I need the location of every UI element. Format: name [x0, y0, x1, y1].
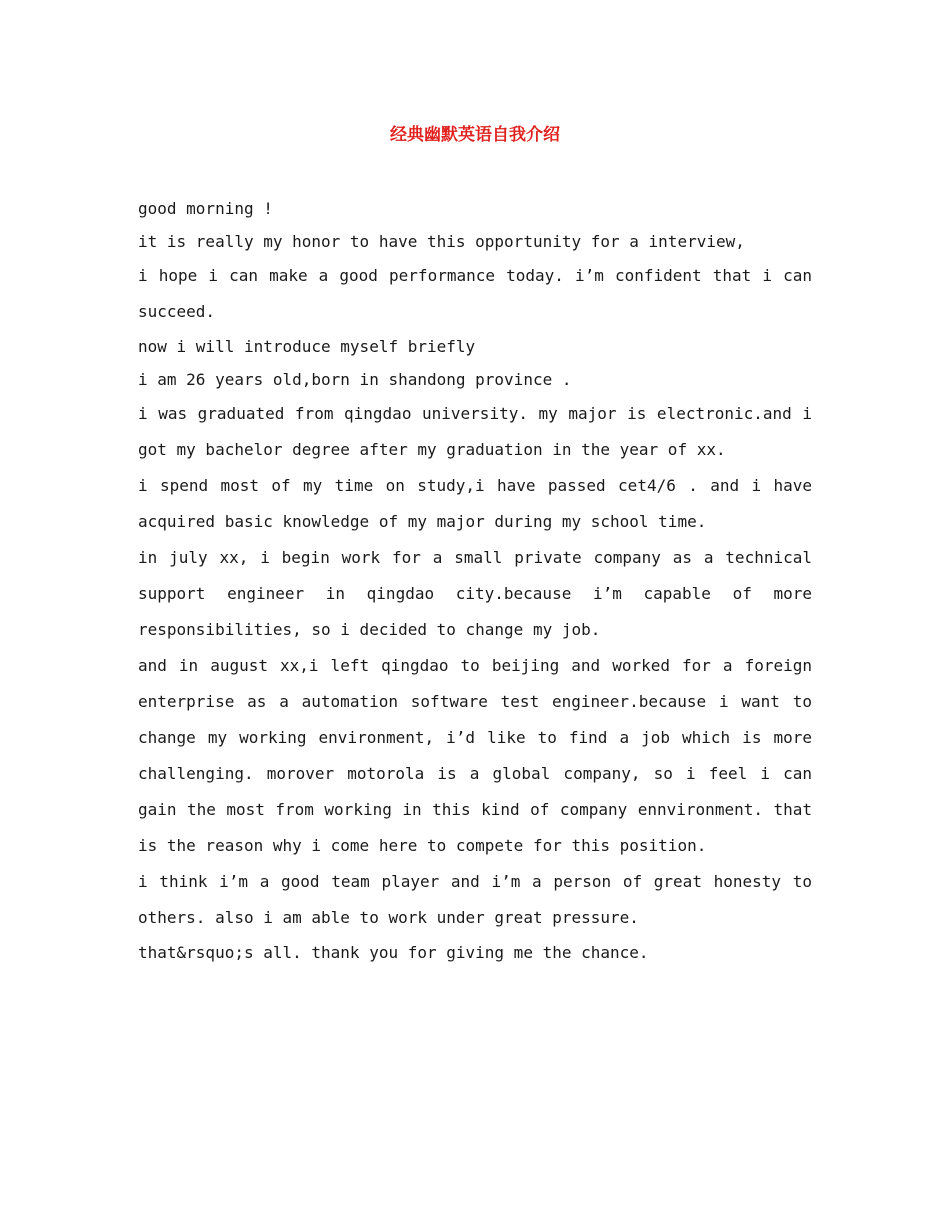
- paragraph: good morning !: [138, 199, 273, 218]
- paragraph: i spend most of my time on study,i have passed cet4/6 . and i have acquired basic knowledge of my major during my school time.: [138, 476, 812, 531]
- paragraph: i am 26 years old,born in shandong province .: [138, 370, 572, 389]
- document-title: 经典幽默英语自我介绍: [390, 125, 560, 145]
- paragraph: i hope i can make a good performance today. i’m confident that i can succeed.: [138, 266, 812, 321]
- paragraph: i was graduated from qingdao university. my major is electronic.and i got my bachelor degree after my graduation in the year of xx.: [138, 404, 812, 459]
- paragraph: it is really my honor to have this opportunity for a interview,: [138, 232, 745, 251]
- paragraph: that&rsquo;s all. thank you for giving me the chance.: [138, 943, 649, 962]
- paragraph: i think i’m a good team player and i’m a person of great honesty to others. also i am able to work under great pressure.: [138, 872, 812, 927]
- paragraph: and in august xx,i left qingdao to beijing and worked for a foreign enterprise as a automation software test engineer.because i want to change my working environment, i’d like to find a job which is more challenging. morover motorola is a global company, so i feel i can gain the most from working in this kind of company ennvironment. that is the reason why i come here to compete for this position.: [138, 656, 812, 855]
- paragraph: in july xx, i begin work for a small private company as a technical support engineer in qingdao city.because i’m capable of more responsibilities, so i decided to change my job.: [138, 548, 812, 639]
- paragraph: now i will introduce myself briefly: [138, 337, 476, 356]
- document-body: [138, 192, 812, 969]
